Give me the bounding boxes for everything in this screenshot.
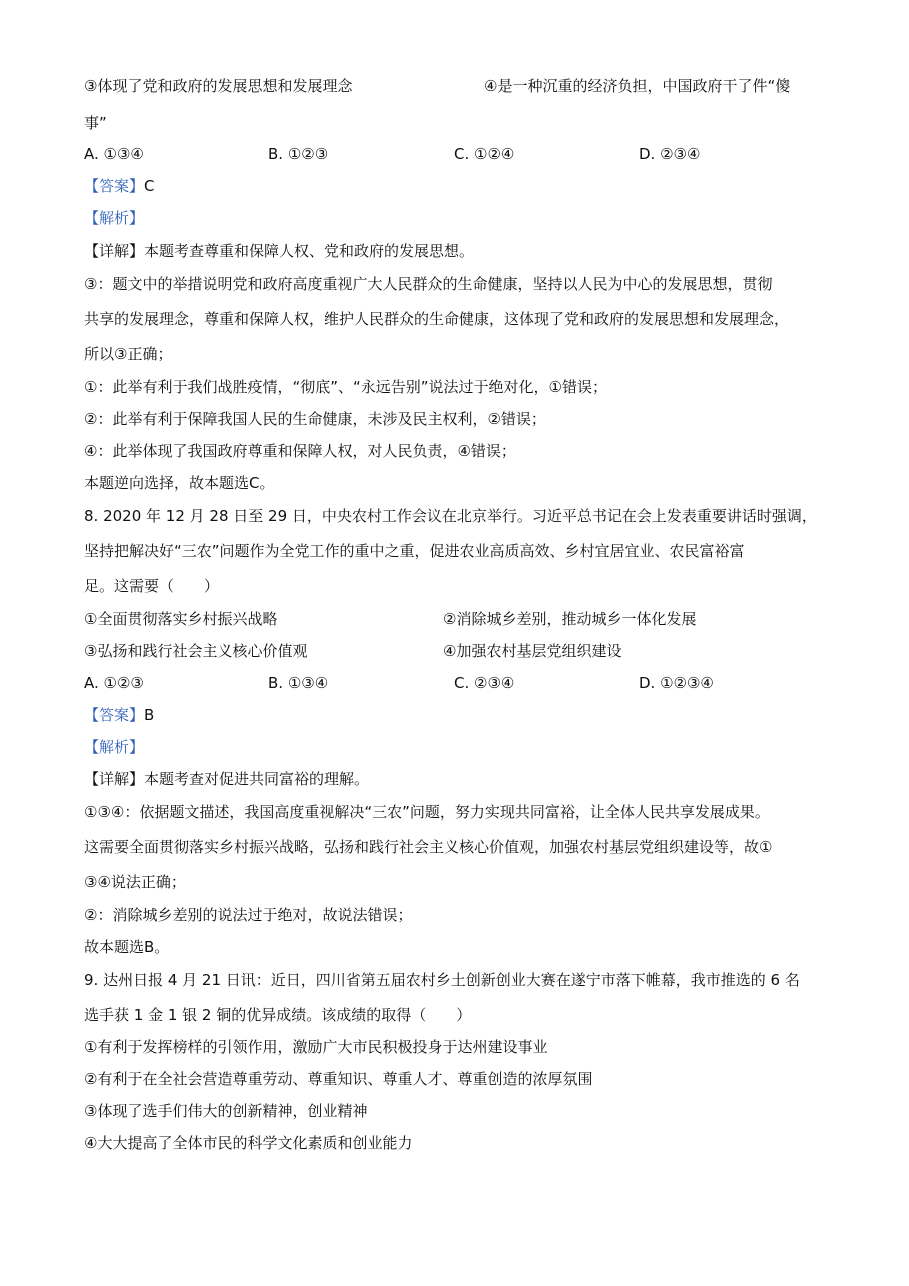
q7-choice-a: A. ①③④ (84, 145, 144, 163)
q8-option-3: ③弘扬和践行社会主义核心价值观 (84, 642, 308, 660)
q7-explain-5: ②：此举有利于保障我国人民的生命健康，未涉及民主权利，②错误； (84, 410, 546, 428)
q7-option-4: ④是一种沉重的经济负担，中国政府干了件“傻 (484, 77, 791, 95)
q7-option-4-cont: 事” (84, 114, 107, 132)
q8-option-4: ④加强农村基层党组织建设 (443, 642, 622, 660)
q7-choice-d: D. ②③④ (639, 145, 701, 163)
q8-explain-4: ②：消除城乡差别的说法过于绝对，故说法错误； (84, 906, 413, 924)
q7-choice-b: B. ①②③ (268, 145, 329, 163)
q9-option-1: ①有利于发挥榜样的引领作用，激励广大市民积极投身于达州建设事业 (84, 1038, 548, 1056)
q7-detail-line (84, 241, 474, 261)
q8-choice-b: B. ①③④ (268, 674, 329, 692)
detail-tag: 【详解】 (84, 770, 145, 788)
q7-answer-line (84, 176, 155, 196)
answer-tag: 【答案】 (84, 706, 145, 724)
q7-explain-6: ④：此举体现了我国政府尊重和保障人权，对人民负责，④错误； (84, 442, 516, 460)
q8-detail: 本题考查对促进共同富裕的理解。 (144, 770, 370, 788)
q8-detail-line (84, 769, 369, 789)
q9-option-3: ③体现了选手们伟大的创新精神，创业精神 (84, 1102, 368, 1120)
q7-option-3: ③体现了党和政府的发展思想和发展理念 (84, 77, 353, 95)
q8-option-1: ①全面贯彻落实乡村振兴战略 (84, 610, 278, 628)
q7-detail: 本题考查尊重和保障人权、党和政府的发展思想。 (144, 242, 475, 260)
q8-answer-line (84, 705, 154, 725)
q7-conclusion: 本题逆向选择，故本题选C。 (84, 474, 275, 492)
q7-explain-3: 所以③正确； (84, 345, 173, 363)
detail-tag: 【详解】 (84, 242, 145, 260)
q8-option-2: ②消除城乡差别，推动城乡一体化发展 (443, 610, 697, 628)
q8-stem-1: 8. 2020 年 12 月 28 日至 29 日，中央农村工作会议在北京举行。习近平总书记在会上发表重要讲话时强调， (84, 507, 817, 525)
q8-explain-3: ③④说法正确； (84, 873, 186, 891)
q9-stem-1: 9. 达州日报 4 月 21 日讯：近日，四川省第五届农村乡土创新创业大赛在遂宁市落下帷幕，我市推选的 6 名 (84, 971, 800, 989)
answer-tag: 【答案】 (84, 177, 145, 195)
q8-choice-a: A. ①②③ (84, 674, 144, 692)
q8-choice-d: D. ①②③④ (639, 674, 714, 692)
q7-explain-1: ③：题文中的举措说明党和政府高度重视广大人民群众的生命健康，坚持以人民为中心的发展思想，贯彻 (84, 275, 773, 293)
q8-explain-1: ①③④：依据题文描述，我国高度重视解决“三农”问题，努力实现共同富裕，让全体人民共享发展成果。 (84, 803, 770, 821)
q7-explain-4: ①：此举有利于我们战胜疫情，“彻底”、“永远告别”说法过于绝对化，①错误； (84, 378, 607, 396)
q8-conclusion: 故本题选B。 (84, 938, 170, 956)
q9-stem-2: 选手获 1 金 1 银 2 铜的优异成绩。该成绩的取得（ ） (84, 1006, 472, 1024)
q7-explain-2: 共享的发展理念，尊重和保障人权，维护人民群众的生命健康，这体现了党和政府的发展思想和发展理念， (84, 310, 790, 328)
q7-choice-c: C. ①②④ (454, 145, 515, 163)
q9-option-2: ②有利于在全社会营造尊重劳动、尊重知识、尊重人才、尊重创造的浓厚氛围 (84, 1070, 593, 1088)
q7-answer: C (144, 177, 155, 195)
q8-stem-2: 坚持把解决好“三农”问题作为全党工作的重中之重，促进农业高质高效、乡村宜居宜业、农民富裕富 (84, 542, 745, 560)
q8-choice-c: C. ②③④ (454, 674, 515, 692)
q8-answer: B (144, 706, 155, 724)
q9-option-4: ④大大提高了全体市民的科学文化素质和创业能力 (84, 1134, 413, 1152)
q8-explain-2: 这需要全面贯彻落实乡村振兴战略，弘扬和践行社会主义核心价值观，加强农村基层党组织建设等，故① (84, 838, 773, 856)
q8-analysis-tag: 【解析】 (84, 738, 145, 756)
q7-analysis-tag: 【解析】 (84, 209, 145, 227)
q8-stem-3: 足。这需要（ ） (84, 577, 220, 595)
